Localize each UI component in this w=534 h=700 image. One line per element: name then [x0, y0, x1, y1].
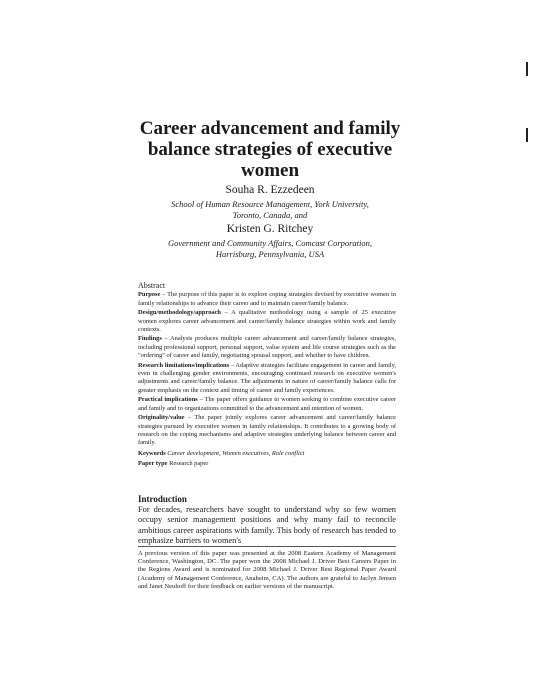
title-line: balance strategies of executive: [147, 139, 393, 160]
abstract-label: Findings: [138, 335, 162, 343]
introduction-text: For decades, researchers have sought to understand why so few women occupy senior management positions and why many fail to reconcile ambitious career aspirations with family. This body of research has tended to emphasize barriers to women's: [138, 505, 396, 545]
abstract-text: – The paper jointly explores career advancement and career/family balance strategies pursued by executive women in family relationships. It contributes to a growing body of research on the coping mechanisms and adaptive strategies underlying balance between career and family.: [138, 414, 396, 447]
abstract-label: Purpose: [138, 291, 161, 299]
abstract-text: – A qualitative methodology using a sample of 25 executive women explores career advancement and career/family balance strategies within work and family contexts.: [138, 309, 396, 334]
introduction-section: [138, 494, 396, 546]
paper-title: [110, 118, 430, 181]
page-margin-mark-top: [526, 62, 528, 76]
abstract-label: Paper type: [138, 460, 168, 468]
abstract-limitations: [138, 362, 396, 396]
abstract-findings: [138, 335, 396, 360]
title-line: women: [240, 160, 300, 181]
abstract-keywords: [138, 450, 396, 458]
abstract-label: Keywords: [138, 449, 166, 457]
abstract-label: Design/methodology/approach: [138, 309, 221, 317]
abstract-label: Practical implications: [138, 396, 198, 404]
introduction-heading: Introduction: [138, 494, 187, 504]
abstract-text: – The paper offers guidance to women seeking to combine executive career and family and to organizations committed to the advancement and retention of women.: [138, 396, 396, 412]
abstract-text: – Analysis produces multiple career advancement and career/family balance strategies, including professional support, personal support, value system and life course strategies such as the "ordering" of career and family, negotiating spousal support, and whether to have children.: [138, 335, 396, 360]
abstract-label: Research limitations/implications: [138, 361, 230, 369]
affiliation-line: School of Human Resource Management, York University,: [171, 199, 369, 209]
abstract-text: Research paper: [167, 460, 209, 468]
author-affiliation-2: [150, 238, 390, 260]
author-name-1: Souha R. Ezzedeen: [225, 184, 315, 196]
abstract-text: – Adaptive strategies facilitate engagement in career and family, even in challenging gender environments, encouraging continued research on executive women's adjustments and career/family balance. The adjustments in nature of career/family balance calls for greater emphasis on the context and timing of career and family experiences.: [138, 361, 396, 394]
author-affiliation-1: [150, 199, 390, 221]
page-margin-mark-bottom: [526, 128, 528, 142]
affiliation-line: Harrisburg, Pennsylvania, USA: [215, 249, 325, 259]
author-name-2: Kristen G. Ritchey: [226, 223, 314, 235]
abstract-heading: Abstract: [138, 281, 166, 290]
abstract-text: – The purpose of this paper is to explore coping strategies devised by executive women in family relationships to advance their career and to maintain career/family balance.: [138, 291, 396, 307]
affiliation-line: Toronto, Canada, and: [232, 210, 308, 220]
abstract-paper-type: [138, 460, 396, 468]
abstract-design: [138, 309, 396, 334]
abstract-practical: [138, 396, 396, 413]
abstract-originality: [138, 414, 396, 448]
title-line: Career advancement and family: [139, 118, 401, 139]
abstract-label: Originality/value: [138, 414, 185, 422]
affiliation-line: Government and Community Affairs, Comcast Corporation,: [167, 238, 373, 248]
abstract-block: [138, 282, 396, 470]
footnote: A previous version of this paper was presented at the 2008 Eastern Academy of Management Conference, Washington, DC. The paper won the 2008 Michael J. Driver Best Careers Paper in the Regions Award and is nominated for 2008 Michael J. Driver Best Regional Paper Award (Academy of Management Conference, Anaheim, CA). The authors are grateful to Jaclyn Jensen and Janet Neuhoff for their feedback on earlier versions of the manuscript.: [138, 546, 396, 591]
abstract-purpose: [138, 291, 396, 308]
abstract-text: Career development, Women executives, Role conflict: [165, 449, 305, 457]
